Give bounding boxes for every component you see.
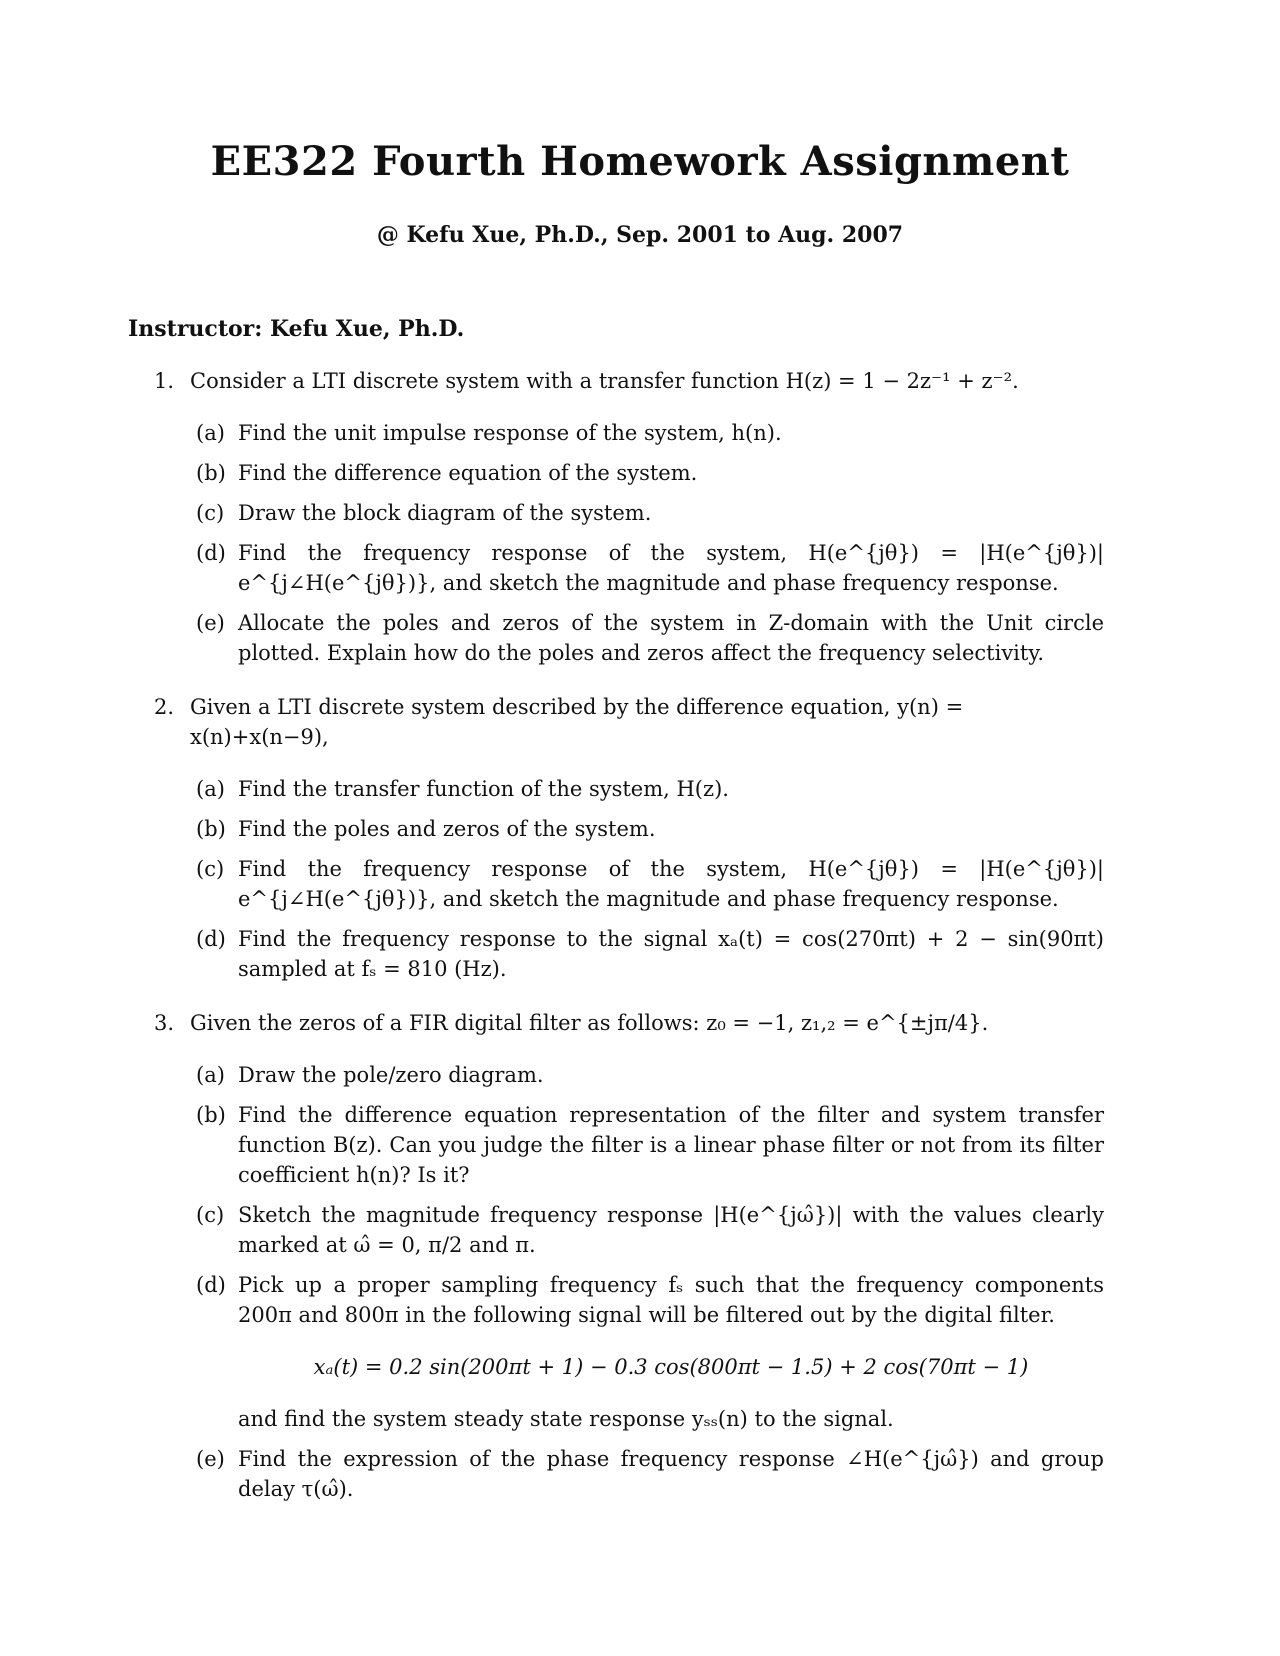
- part-label: (a): [196, 1063, 225, 1087]
- problem-parts: [154, 1060, 1104, 1504]
- part-item: [196, 1100, 1104, 1190]
- part-text: Find the difference equation of the system.: [238, 461, 698, 485]
- page-subtitle: @ Kefu Xue, Ph.D., Sep. 2001 to Aug. 2007: [376, 222, 904, 248]
- part-label: (c): [196, 501, 225, 525]
- part-label: (b): [196, 461, 226, 485]
- part-text: Allocate the poles and zeros of the system in Z-domain with the Unit circle plotted. Explain how do the poles and zeros affect the frequency selectivity.: [238, 611, 1104, 665]
- part-label: (d): [196, 927, 226, 951]
- part-text: Find the frequency response of the system, H(e^{jθ}) = |H(e^{jθ})| e^{j∠H(e^{jθ})}, and sketch the magnitude and phase frequency response.: [238, 857, 1104, 911]
- problem-parts: [154, 774, 1104, 984]
- part-item: [196, 458, 1104, 488]
- part-text: Find the frequency response to the signal xₐ(t) = cos(270πt) + 2 − sin(90πt) sampled at fₛ = 810 (Hz).: [238, 927, 1104, 981]
- part-item: [196, 1270, 1104, 1434]
- part-label: (c): [196, 1203, 225, 1227]
- part-label: (b): [196, 1103, 226, 1127]
- part-text: Sketch the magnitude frequency response |H(e^{jω̂})| with the values clearly marked at ω̂ = 0, π/2 and π.: [238, 1203, 1104, 1257]
- problem-statement: Consider a LTI discrete system with a transfer function H(z) = 1 − 2z⁻¹ + z⁻².: [190, 369, 1019, 393]
- part-item: [196, 498, 1104, 528]
- part-label: (c): [196, 857, 225, 881]
- part-label: (d): [196, 1273, 226, 1297]
- signal-equation: xₐ(t) = 0.2 sin(200πt + 1) − 0.3 cos(800πt − 1.5) + 2 cos(70πt − 1): [313, 1355, 1029, 1379]
- part-text: Draw the block diagram of the system.: [238, 501, 652, 525]
- problem-statement: Given the zeros of a FIR digital filter as follows: z₀ = −1, z₁,₂ = e^{±jπ/4}.: [190, 1011, 989, 1035]
- part-text: Draw the pole/zero diagram.: [238, 1063, 544, 1087]
- instructor-line: Instructor: Kefu Xue, Ph.D.: [128, 316, 465, 342]
- page-title: EE322 Fourth Homework Assignment: [210, 138, 1070, 185]
- problem-number: 3.: [154, 1011, 175, 1035]
- problem-number: 1.: [154, 369, 175, 393]
- problem-parts: [154, 418, 1104, 668]
- part-label: (d): [196, 541, 226, 565]
- problem-3: [154, 1008, 1104, 1504]
- part-label: (e): [196, 611, 225, 635]
- part-item: [196, 814, 1104, 844]
- part-item: [196, 774, 1104, 804]
- problem-list: [154, 366, 1104, 1528]
- part-text: Find the frequency response of the system, H(e^{jθ}) = |H(e^{jθ})| e^{j∠H(e^{jθ})}, and sketch the magnitude and phase frequency response.: [238, 541, 1104, 595]
- part-item: [196, 1200, 1104, 1260]
- problem-2: [154, 692, 1104, 984]
- part-text: Find the expression of the phase frequency response ∠H(e^{jω̂}) and group delay τ(ω̂).: [238, 1447, 1104, 1501]
- part-label: (a): [196, 777, 225, 801]
- part-item: [196, 1444, 1104, 1504]
- part-item: [196, 854, 1104, 914]
- part-item: [196, 924, 1104, 984]
- part-text: Find the unit impulse response of the system, h(n).: [238, 421, 782, 445]
- part-item: [196, 1060, 1104, 1090]
- part-item: [196, 418, 1104, 448]
- problem-number: 2.: [154, 695, 175, 719]
- problem-1: [154, 366, 1104, 668]
- part-text: Pick up a proper sampling frequency fₛ such that the frequency components 200π and 800π in the following signal will be filtered out by the digital filter.: [238, 1273, 1104, 1327]
- equation-followup: and find the system steady state response yₛₛ(n) to the signal.: [238, 1407, 894, 1431]
- part-text: Find the poles and zeros of the system.: [238, 817, 656, 841]
- part-item: [196, 608, 1104, 668]
- part-label: (e): [196, 1447, 225, 1471]
- part-item: [196, 538, 1104, 598]
- problem-statement: Given a LTI discrete system described by the difference equation, y(n) = x(n)+x(n−9),: [190, 695, 964, 749]
- part-text: Find the difference equation representation of the filter and system transfer function B(z). Can you judge the filter is a linear phase filter or not from its filter coefficient h(n)? Is it?: [238, 1103, 1104, 1187]
- part-label: (b): [196, 817, 226, 841]
- part-label: (a): [196, 421, 225, 445]
- part-text: Find the transfer function of the system, H(z).: [238, 777, 729, 801]
